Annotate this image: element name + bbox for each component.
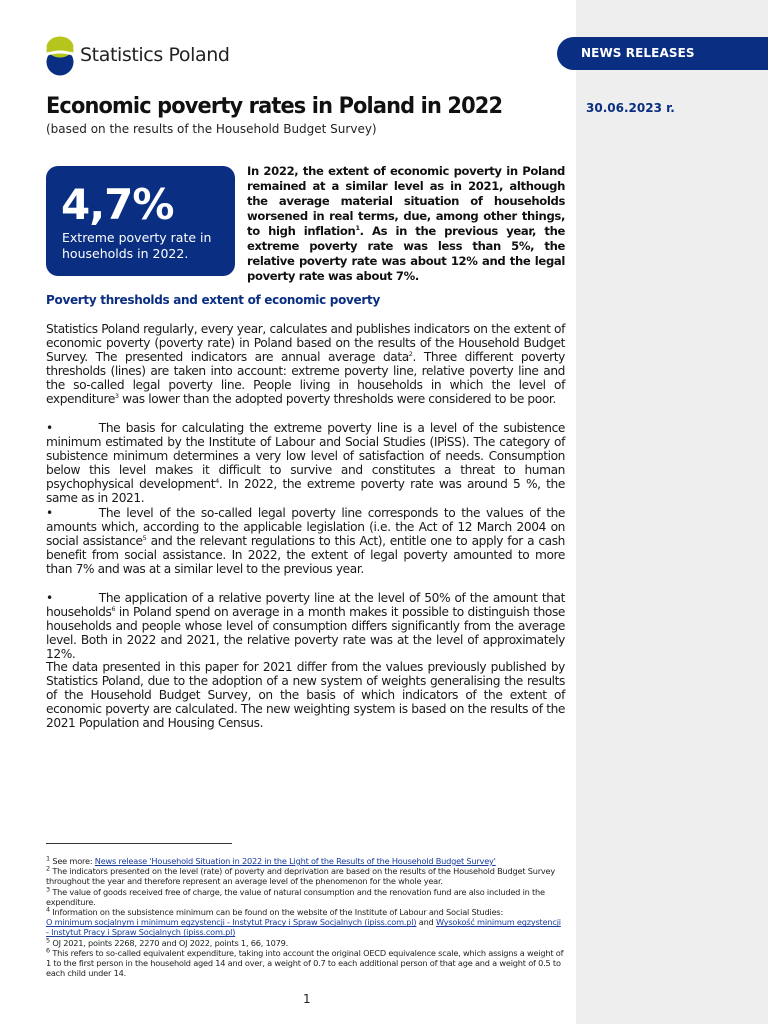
footnotes xyxy=(46,856,565,978)
bullet-legal-poverty: • The level of the so-called legal poverty line corresponds to the values of the amounts which, according to the applicable legislation (i.e. the Act of 12 March 2004 on social assistance$^5$ and the relevant regulations to this Act), entitle one to apply for a cash benefit from social assistance. In 2022, the extent of legal poverty amounted to more than 7% and was at a similar level to the previous year. xyxy=(46,506,565,576)
logo-wordmark: Statistics Poland xyxy=(80,44,230,66)
bullet-extreme-poverty: • The basis for calculating the extreme poverty line is a level of the subistence minimum estimated by the Institute of Labour and Social Studies (IPiSS). The category of subistence minimum determines a very low level of satisfaction of needs. Consumption below this level makes it difficult to survive and constitutes a threat to human psychophysical development$^4$. In 2022, the extreme poverty rate was around 5 %, the same as in 2021. xyxy=(46,421,565,505)
bullet-marker: • xyxy=(46,506,53,520)
lead-paragraph: In 2022, the extent of economic poverty in Poland remained at a similar level as in 2021, although the average material situation of households worsened in real terms, due, among other things, to high inflation$^1$. As in the previous year, the extreme poverty rate was less than 5%, the relative poverty rate was about 12% and the legal poverty rate was about 7%. xyxy=(247,164,566,283)
page-title: Economic poverty rates in Poland in 2022 xyxy=(46,94,503,119)
closing-paragraph: The data presented in this paper for 2021 differ from the values previously published by Statistics Poland, due to the adoption of a new system of weights generalising the results of the Household Budget Survey, on the basis of which indicators of the extent of economic poverty are calculated. The new weighting system is based on the results of the 2021 Population and Housing Census. xyxy=(46,660,565,730)
news-releases-label: NEWS RELEASES xyxy=(581,46,695,60)
page-number: 1 xyxy=(303,992,311,1006)
footnote-1: $^1$ See more: News release 'Household Situation in 2022 in the Light of the Results of the Household Budget Survey' xyxy=(46,854,496,866)
bullet-marker: • xyxy=(46,591,53,605)
release-date: 30.06.2023 r. xyxy=(586,101,675,115)
highlight-value: 4,7% xyxy=(61,180,174,229)
footnote-5: $^5$ OJ 2021, points 2268, 2270 and OJ 2022, points 1, 66, 1079. xyxy=(46,935,289,948)
footnote-ref-6[interactable]: 6 xyxy=(111,604,116,613)
footnote-ref-4[interactable]: 4 xyxy=(215,476,219,485)
highlight-label: Extreme poverty rate in households in 2022. xyxy=(62,230,212,261)
footnote-4-link-1[interactable]: O minimum socjalnym i minimum egzystencji - Instytut Pracy i Spraw Socjalnych (ipiss.com.pl) xyxy=(46,917,417,928)
footnote-divider xyxy=(46,843,232,844)
bullet-marker: • xyxy=(46,421,53,435)
footnote-ref-3[interactable]: 3 xyxy=(114,391,119,400)
footnote-ref-2[interactable]: 2 xyxy=(408,349,413,358)
footnote-ref-1[interactable]: 1 xyxy=(355,224,360,233)
footnote-1-link[interactable]: News release 'Household Situation in 2022 in the Light of the Results of the Household Budget Survey' xyxy=(94,856,496,866)
footnote-2: $^2$ The indicators presented on the level (rate) of poverty and deprivation are based on the results of the Household Budget Survey throughout the year and therefore represent an average level of the phenomenon for the whole year. xyxy=(46,864,556,887)
footnote-3: $^3$ The value of goods received free of charge, the value of natural consumption and the renovation fund are also included in the expenditure. xyxy=(46,884,545,907)
intro-paragraph: Statistics Poland regularly, every year, calculates and publishes indicators on the extent of economic poverty (poverty rate) in Poland based on the results of the Household Budget Survey. The presented indicators are annual average data$^2$. Three different poverty thresholds (lines) are taken into account: extreme poverty line, relative poverty line and the so-called legal poverty line. People living in households in which the level of expenditure$^3$ was lower than the adopted poverty thresholds were considered to be poor. xyxy=(46,322,565,406)
bullet-relative-poverty: • The application of a relative poverty line at the level of 50% of the amount that households$^6$ in Poland spend on average in a month makes it possible to distinguish those households and people whose level of consumption differs significantly from the average level. Both in 2022 and 2021, the relative poverty rate was at the level of approximately 12%. xyxy=(46,591,565,661)
right-sidebar xyxy=(576,0,768,1024)
footnote-4-link-2[interactable]: Wysokość minimum egzystencji - Instytut Pracy i Spraw Socjalnych (ipiss.com.pl) xyxy=(46,917,561,938)
footnote-6: $^6$ This refers to so-called equivalent expenditure, taking into account the original OECD equivalence scale, which assigns a weight of 1 to the first person in the household aged 14 and over, a weight of 0.7 to each additional person of that age and a weight of 0.5 to each child under 14. xyxy=(46,946,564,979)
page-subtitle: (based on the results of the Household Budget Survey) xyxy=(46,122,377,136)
section-heading: Poverty thresholds and extent of economic poverty xyxy=(46,293,380,307)
footnote-4: $^4$ Information on the subsistence minimum can be found on the website of the Institute of Labour and Social Studies: O minimum socjalnym i minimum egzystencji - Instytut Pracy i Spraw Socjalnych (ipiss.com.pl) and Wysokość minimum egzystencji - Instytut Pracy i Spraw Socjalnych (ipiss.com.pl) xyxy=(46,905,561,938)
highlight-stat-box xyxy=(46,166,235,276)
footnote-ref-5[interactable]: 5 xyxy=(142,533,147,542)
news-releases-tab[interactable] xyxy=(557,37,768,70)
